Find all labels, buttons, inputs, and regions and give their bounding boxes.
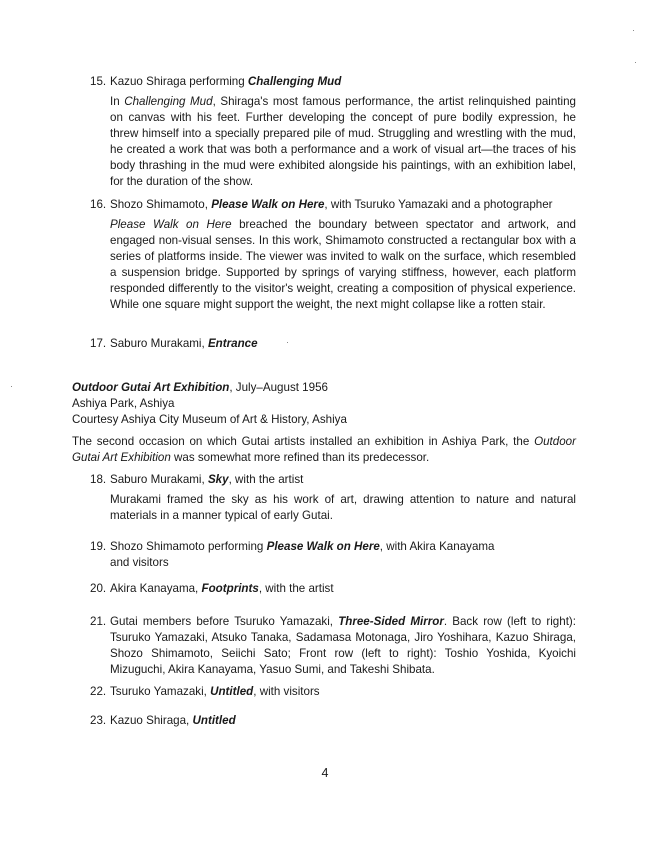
exhibition-section — [72, 380, 576, 466]
caption-number: 23. — [90, 714, 107, 727]
caption-heading-continued: and visitors — [110, 556, 169, 569]
caption-item — [90, 684, 576, 700]
caption-heading: 16. Shozo Shimamoto, Please Walk on Here, with Tsuruko Yamazaki and a photographer — [90, 198, 553, 211]
caption-number: 21. — [90, 615, 107, 628]
exhibition-title-italic: Outdoor Gutai Art Exhibition — [72, 435, 576, 464]
caption-item — [90, 581, 576, 597]
caption-number: 19. — [90, 540, 107, 553]
artwork-title: Please Walk on Here — [211, 198, 325, 211]
caption-item — [90, 539, 576, 571]
caption-heading: 20. Akira Kanayama, Footprints, with the artist — [90, 582, 334, 595]
caption-number: 17. — [90, 337, 107, 350]
caption-description: Please Walk on Here breached the boundary between spectator and artwork, and engaged non-visual senses. In this work, Shimamoto constructed a rectangular box with a series of platforms inside. The viewer was invited to walk on the surface, which resembled a suspension bridge. Supported by springs of varying stiffness, however, each platform responded differently to the visitor's weight, creating a composition of physical experience. While one square might support the weight, the next might collapse like a rotten stair. — [110, 218, 576, 311]
exhibition-courtesy: Courtesy Ashiya City Museum of Art & History, Ashiya — [72, 413, 347, 426]
caption-number: 18. — [90, 473, 107, 486]
caption-description: In Challenging Mud, Shiraga's most famous performance, the artist relinquished painting on canvas with his feet. Further developing the concept of pure bodily expression, he threw himself into a specially prepared pile of mud. Struggling and wrestling with the mud, he created a work that was both a performance and a work of visual art—the traces of his body thrashing in the mud were exhibited alongside his paintings, with an exhibition label, for the duration of the show. — [110, 95, 576, 188]
caption-heading: 23. Kazuo Shiraga, Untitled — [90, 714, 236, 727]
caption-item — [90, 713, 576, 729]
caption-item — [90, 472, 576, 524]
artwork-title: Untitled — [210, 685, 254, 698]
artwork-title: Please Walk on Here — [266, 540, 380, 553]
exhibition-dates: , July–August 1956 — [229, 381, 328, 394]
artwork-title: Sky — [207, 473, 229, 486]
caption-number: 20. — [90, 582, 107, 595]
caption-heading: 21. Gutai members before Tsuruko Yamazaki, Three-Sided Mirror. Back row (left to right): Tsuruko Yamazaki, Atsuko Tanaka, Sadamasa Motonaga, Jiro Yoshihara, Kazuo Shiraga, Shozo Shimamoto, Seiichi Sato; Front row (left to right): Toshio Yoshida, Kyoichi Mizuguchi, Akira Kanayama, Yasuo Sumi, and Takeshi Shibata. — [90, 615, 577, 676]
exhibition-title: Outdoor Gutai Art Exhibition — [72, 381, 230, 394]
page-number: 4 — [321, 766, 329, 780]
caption-heading: 17. Saburo Murakami, Entrance — [90, 337, 258, 350]
caption-heading: 19. Shozo Shimamoto performing Please Walk on Here, with Akira Kanayama — [90, 540, 495, 553]
scan-speck: · — [286, 337, 289, 347]
artwork-title: Challenging Mud — [247, 75, 342, 88]
artwork-title: Three-Sided Mirror — [338, 615, 444, 628]
caption-number: 15. — [90, 75, 107, 88]
artwork-title-italic: Challenging Mud — [124, 95, 213, 108]
artwork-title-italic: Please Walk on Here — [110, 218, 232, 231]
caption-item — [90, 614, 576, 678]
artwork-title: Entrance — [207, 337, 258, 350]
caption-heading: 22. Tsuruko Yamazaki, Untitled, with visitors — [90, 685, 320, 698]
caption-item — [90, 197, 576, 313]
scan-speck: · — [634, 57, 637, 67]
exhibition-heading — [72, 380, 576, 396]
exhibition-location: Ashiya Park, Ashiya — [72, 397, 175, 410]
artwork-title: Footprints — [201, 582, 259, 595]
caption-heading: 15. Kazuo Shiraga performing Challenging Mud — [90, 75, 342, 88]
exhibition-intro: The second occasion on which Gutai artists installed an exhibition in Ashiya Park, the Outdoor Gutai Art Exhibition was somewhat more refined than its predecessor. — [72, 435, 576, 464]
caption-number: 16. — [90, 198, 107, 211]
artwork-title: Untitled — [192, 714, 236, 727]
caption-number: 22. — [90, 685, 107, 698]
caption-item — [90, 336, 576, 352]
scan-speck: · — [632, 25, 635, 35]
caption-description: Murakami framed the sky as his work of art, drawing attention to nature and natural materials in a manner typical of early Gutai. — [110, 493, 576, 522]
scan-speck: · — [10, 381, 13, 391]
caption-item — [90, 74, 576, 190]
caption-heading: 18. Saburo Murakami, Sky, with the artist — [90, 473, 304, 486]
